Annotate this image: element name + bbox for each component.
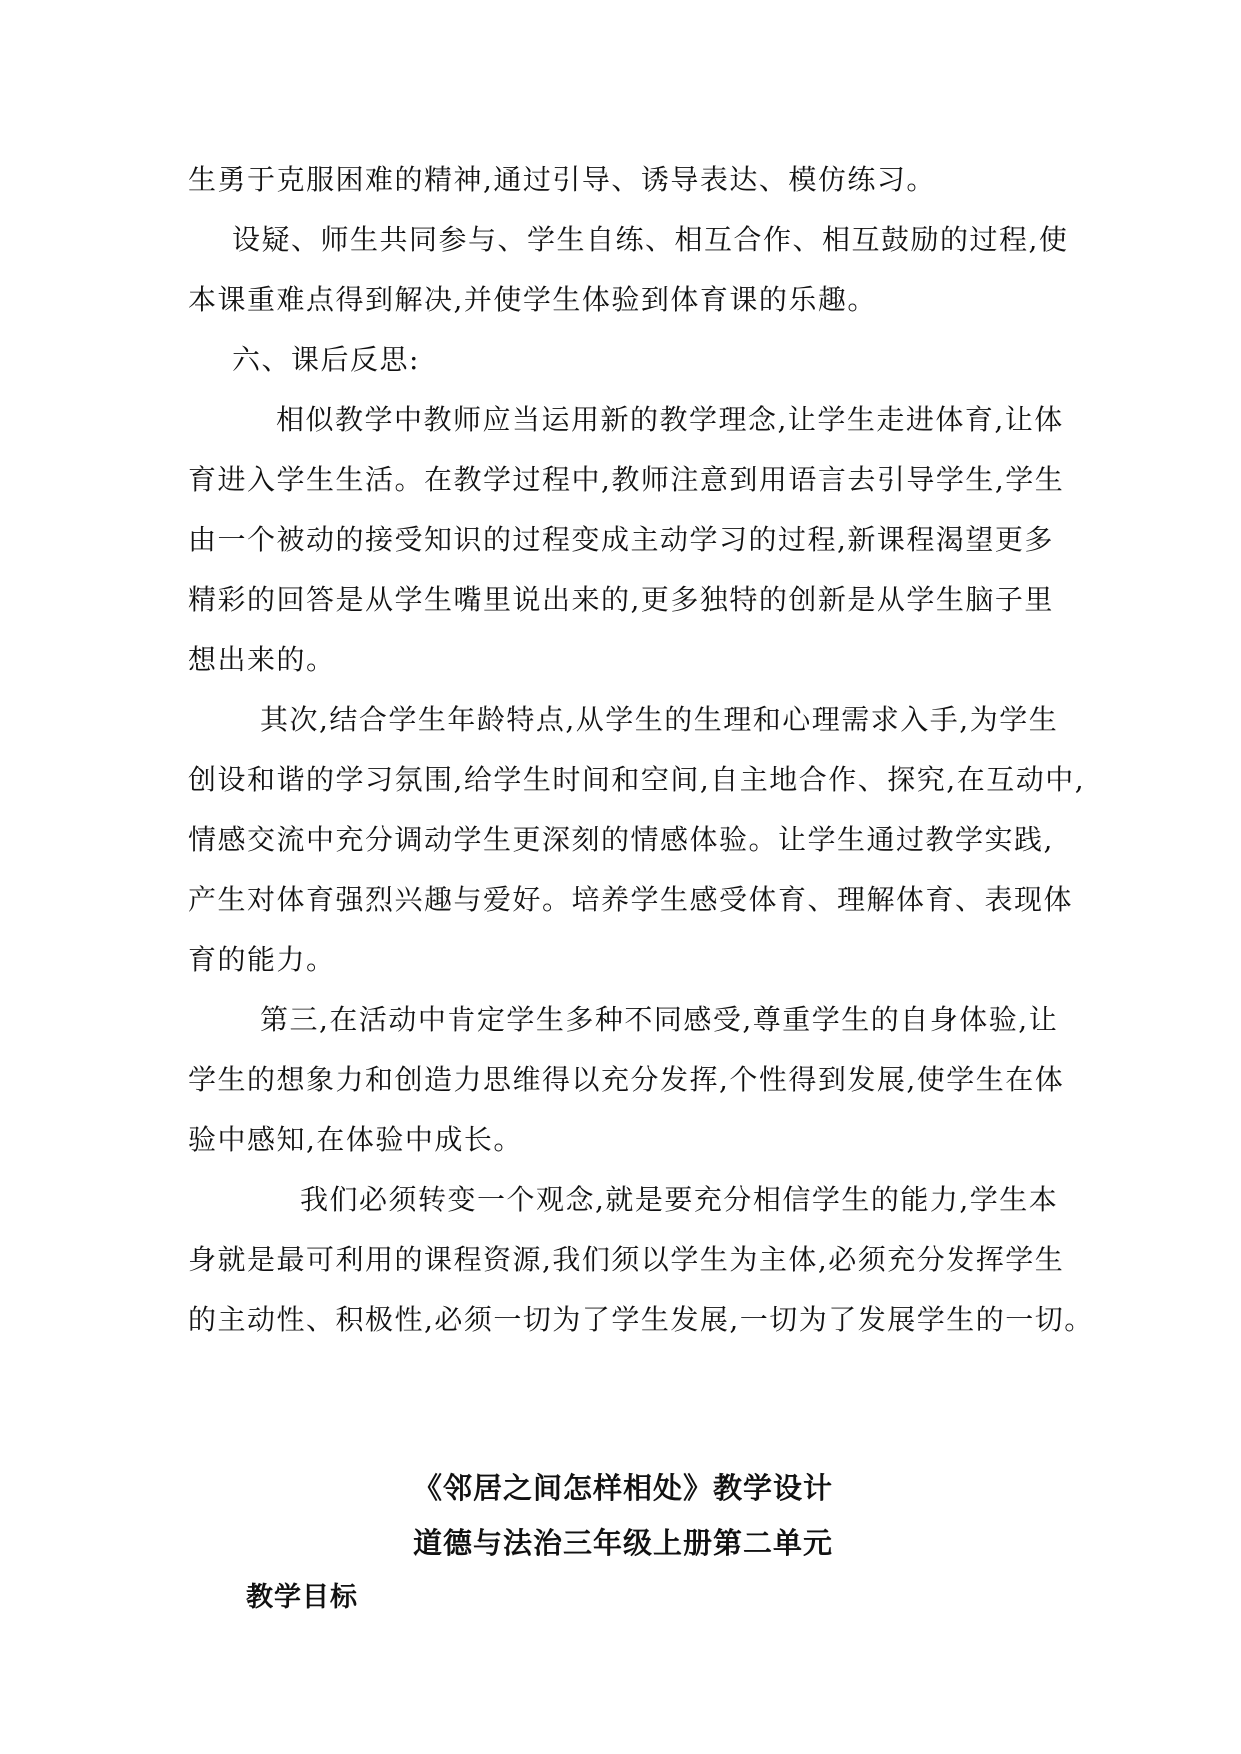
text-line: 情感交流中充分调动学生更深刻的情感体验。让学生通过教学实践, <box>188 823 1054 856</box>
text-line: 第三,在活动中肯定学生多种不同感受,尊重学生的自身体验,让 <box>260 1003 1059 1036</box>
text-line: 创设和谐的学习氛围,给学生时间和空间,自主地合作、探究,在互动中, <box>188 763 1086 796</box>
text-line: 设疑、师生共同参与、学生自练、相互合作、相互鼓励的过程,使 <box>232 223 1069 256</box>
teaching-objectives-heading: 教学目标 <box>246 1582 358 1613</box>
text-line: 学生的想象力和创造力思维得以充分发挥,个性得到发展,使学生在体 <box>188 1063 1065 1096</box>
text-line: 相似教学中教师应当运用新的教学理念,让学生走进体育,让体 <box>276 403 1064 436</box>
text-line: 生勇于克服困难的精神,通过引导、诱导表达、模仿练习。 <box>188 163 936 196</box>
text-line: 其次,结合学生年龄特点,从学生的生理和心理需求入手,为学生 <box>260 703 1059 736</box>
text-line: 精彩的回答是从学生嘴里说出来的,更多独特的创新是从学生脑子里 <box>188 583 1054 616</box>
text-line: 由一个被动的接受知识的过程变成主动学习的过程,新课程渴望更多 <box>188 523 1054 556</box>
text-line: 身就是最可利用的课程资源,我们须以学生为主体,必须充分发挥学生 <box>188 1243 1065 1276</box>
section-heading-reflection: 六、课后反思: <box>232 343 420 376</box>
text-line: 想出来的。 <box>188 643 336 676</box>
text-line: 本课重难点得到解决,并使学生体验到体育课的乐趣。 <box>188 283 877 316</box>
lesson-subtitle: 道德与法治三年级上册第二单元 <box>412 1526 833 1560</box>
text-line: 我们必须转变一个观念,就是要充分相信学生的能力,学生本 <box>300 1183 1059 1216</box>
text-line: 验中感知,在体验中成长。 <box>188 1123 523 1156</box>
body-text <box>188 150 1094 1350</box>
text-line: 的主动性、积极性,必须一切为了学生发展,一切为了发展学生的一切。 <box>188 1303 1094 1336</box>
text-line: 产生对体育强烈兴趣与爱好。培养学生感受体育、理解体育、表现体 <box>188 883 1074 916</box>
text-line: 育进入学生生活。在教学过程中,教师注意到用语言去引导学生,学生 <box>188 463 1065 496</box>
lesson-title: 《邻居之间怎样相处》教学设计 <box>412 1471 833 1505</box>
text-line: 育的能力。 <box>188 943 336 976</box>
